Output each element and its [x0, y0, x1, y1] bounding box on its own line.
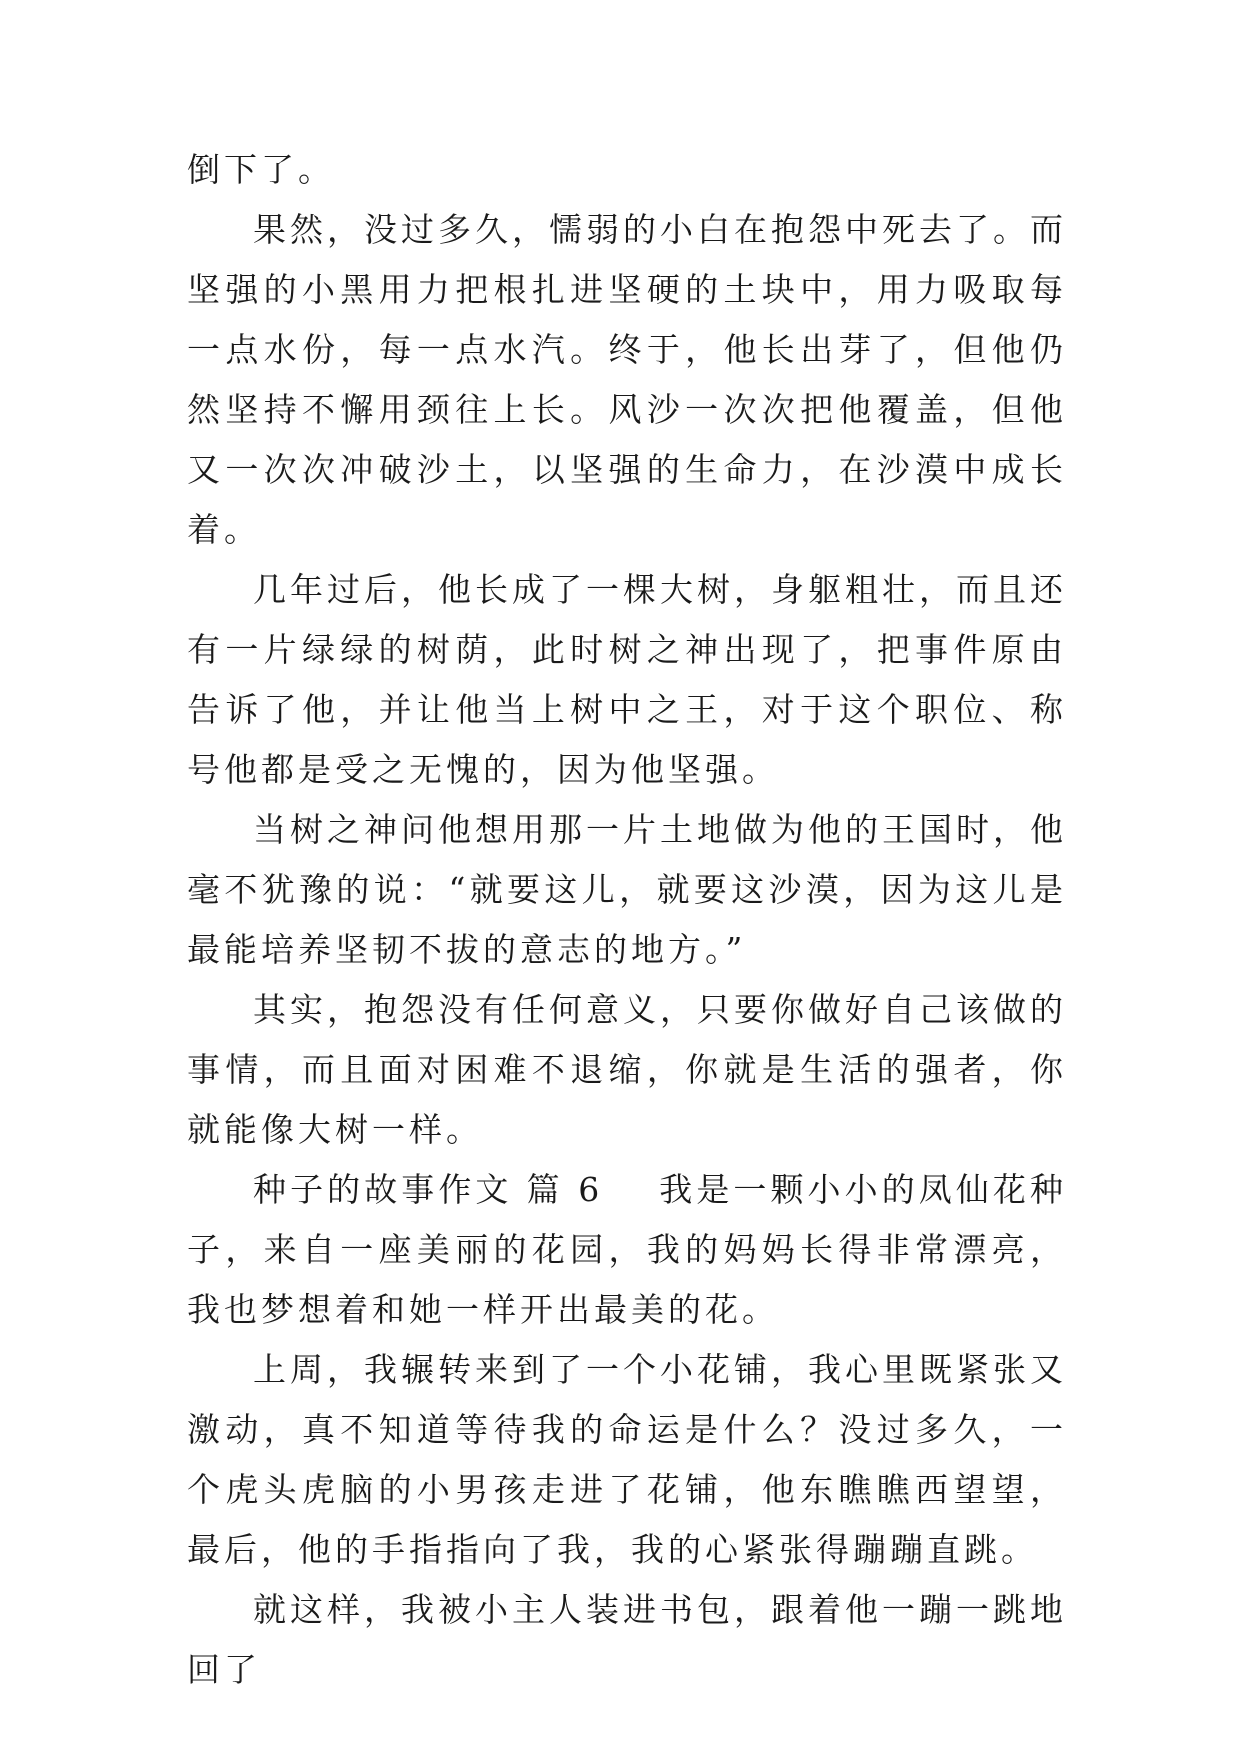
paragraph: 上周，我辗转来到了一个小花铺，我心里既紧张又激动，真不知道等待我的命运是什么？没过多久，一个虎头虎脑的小男孩走进了花铺，他东瞧瞧西望望，最后，他的手指指向了我，我的心紧张得蹦蹦直跳。	[187, 1350, 1067, 1569]
section-paragraph	[187, 1160, 1067, 1340]
paragraph: 当树之神问他想用那一片土地做为他的王国时，他毫不犹豫的说：“就要这儿，就要这沙漠，因为这儿是最能培养坚韧不拔的意志的地方。”	[187, 810, 1067, 969]
document-body	[187, 140, 1067, 1700]
paragraph: 就这样，我被小主人装进书包，跟着他一蹦一跳地回了	[187, 1590, 1067, 1689]
section-first-text: 我是一颗小小的凤仙花种子，来自一座美丽的花园，我的妈妈长得非常漂亮，我也梦想着和她一样开出最美的花。	[187, 1170, 1067, 1329]
paragraph: 其实，抱怨没有任何意义，只要你做好自己该做的事情，而且面对困难不退缩，你就是生活的强者，你就能像大树一样。	[187, 990, 1067, 1149]
paragraph: 几年过后，他长成了一棵大树，身躯粗壮，而且还有一片绿绿的树荫，此时树之神出现了，把事件原由告诉了他，并让他当上树中之王，对于这个职位、称号他都是受之无愧的，因为他坚强。	[187, 570, 1067, 789]
paragraph: 果然，没过多久，懦弱的小白在抱怨中死去了。而坚强的小黑用力把根扎进坚硬的土块中，用力吸取每一点水份，每一点水汽。终于，他长出芽了，但他仍然坚持不懈用颈往上长。风沙一次次把他覆盖，但他又一次次冲破沙土，以坚强的生命力，在沙漠中成长着。	[187, 210, 1067, 549]
section-number: 篇 6	[526, 1170, 604, 1209]
section-title: 种子的故事作文	[253, 1170, 513, 1209]
paragraph-continued: 倒下了。	[187, 150, 335, 189]
